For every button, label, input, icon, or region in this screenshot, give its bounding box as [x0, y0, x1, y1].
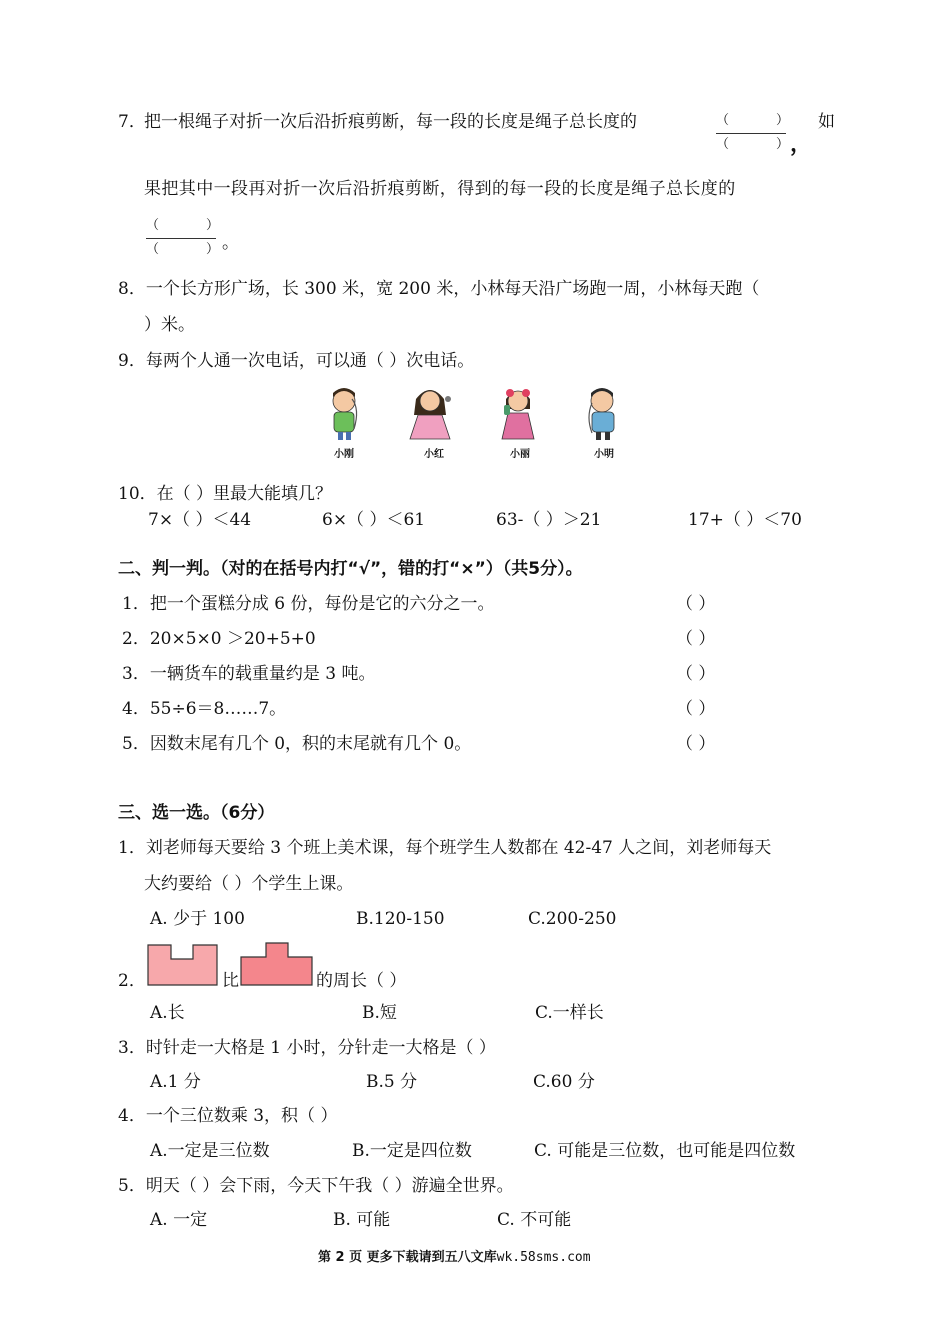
q7-line2: 果把其中一段再对折一次后沿折痕剪断，得到的每一段的长度是绳子总长度的: [144, 179, 736, 199]
q8-line1: 8．一个长方形广场，长 300 米，宽 200 米，小林每天沿广场跑一周，小林每天跑（: [118, 279, 760, 299]
choice1-option-a[interactable]: A. 少于 100: [150, 909, 245, 929]
choice2-option-b[interactable]: B.短: [362, 1003, 397, 1023]
q7-fraction-blank-1[interactable]: （ ） （ ）: [716, 113, 790, 152]
choice2-option-c[interactable]: C.一样长: [535, 1003, 604, 1023]
choice5-option-a[interactable]: A. 一定: [150, 1210, 208, 1230]
kid-name-xiaoli: 小丽: [510, 449, 530, 460]
q7-line1: 把一根绳子对折一次后沿折痕剪断，每一段的长度是绳子总长度的: [144, 112, 637, 132]
judge-answer-1[interactable]: （ ）: [676, 594, 716, 614]
judge-item-5: 5．因数末尾有几个 0，积的末尾就有几个 0。: [122, 734, 472, 754]
choice5-option-b[interactable]: B. 可能: [333, 1210, 391, 1230]
q7-period: 。: [222, 233, 239, 253]
page-footer: [318, 1247, 591, 1269]
boy-phone-illustration: [316, 385, 376, 465]
section3-title: 三、选一选。（6分）: [118, 803, 275, 823]
q9-text: 9．每两个人通一次电话，可以通（ ）次电话。: [118, 351, 475, 371]
q10-text: 10．在（ ）里最大能填几？: [118, 484, 333, 504]
judge-item-3: 3．一辆货车的载重量约是 3 吨。: [122, 664, 376, 684]
stepped-shape: [240, 942, 314, 986]
choice2-number: 2．: [118, 971, 146, 991]
choice4-option-c[interactable]: C. 可能是三位数，也可能是四位数: [534, 1141, 796, 1161]
choice1-line1: 1．刘老师每天要给 3 个班上美术课，每个班学生人数都在 42-47 人之间，刘老师每天: [118, 838, 772, 858]
choice1-option-c[interactable]: C.200-250: [528, 909, 617, 929]
judge-item-2: 2．20×5×0 ＞20+5+0: [122, 629, 316, 649]
judge-item-4: 4．55÷6＝8……7。: [122, 699, 287, 719]
q10-item-3: 63-（ ）＞21: [496, 510, 602, 530]
choice2-bi: 比: [222, 971, 239, 991]
choice4-text: 4．一个三位数乘 3，积（ ）: [118, 1106, 338, 1126]
choice5-option-c[interactable]: C. 不可能: [497, 1210, 572, 1230]
q7-number: 7．: [118, 112, 146, 132]
q10-item-1: 7×（ ）＜44: [148, 510, 252, 530]
judge-item-1: 1．把一个蛋糕分成 6 份，每份是它的六分之一。: [122, 594, 495, 614]
judge-answer-3[interactable]: （ ）: [676, 664, 716, 684]
q10-item-4: 17+（ ）＜70: [688, 510, 802, 530]
girl2-phone-illustration: [490, 385, 550, 465]
choice2-option-a[interactable]: A.长: [150, 1003, 185, 1023]
choice2-suffix: 的周长（ ）: [316, 971, 407, 991]
q10-item-2: 6×（ ）＜61: [322, 510, 426, 530]
choice5-text: 5．明天（ ）会下雨，今天下午我（ ）游遍全世界。: [118, 1176, 514, 1196]
kid-name-xiaogang: 小刚: [334, 449, 354, 460]
choice4-option-a[interactable]: A.一定是三位数: [150, 1141, 270, 1161]
boy2-phone-illustration: [574, 385, 634, 465]
q7-ru: 如: [818, 112, 835, 132]
judge-answer-5[interactable]: （ ）: [676, 734, 716, 754]
choice1-line2: 大约要给（ ）个学生上课。: [144, 874, 354, 894]
choice4-option-b[interactable]: B.一定是四位数: [352, 1141, 472, 1161]
choice1-option-b[interactable]: B.120-150: [356, 909, 445, 929]
kid-name-xiaohong: 小红: [424, 449, 444, 460]
choice3-option-b[interactable]: B.5 分: [366, 1072, 418, 1092]
choice3-text: 3．时针走一大格是 1 小时，分针走一大格是（ ）: [118, 1038, 496, 1058]
choice3-option-c[interactable]: C.60 分: [533, 1072, 595, 1092]
judge-answer-4[interactable]: （ ）: [676, 699, 716, 719]
judge-answer-2[interactable]: （ ）: [676, 629, 716, 649]
kid-name-xiaoming: 小明: [594, 449, 614, 460]
footer-url[interactable]: wk.58sms.com: [496, 1250, 591, 1265]
q7-fraction-blank-2[interactable]: （ ） （ ）: [146, 218, 220, 257]
footer-text: 第 2 页 更多下载请到五八文库: [318, 1250, 497, 1265]
q7-comma: ，: [790, 132, 813, 157]
girl-phone-illustration: [402, 385, 462, 465]
choice3-option-a[interactable]: A.1 分: [150, 1072, 201, 1092]
q8-line2: ）米。: [144, 315, 195, 335]
section2-title: 二、判一判。（对的在括号内打“√”，错的打“×”）（共5分）。: [118, 559, 583, 579]
notched-rectangle-shape: [147, 944, 219, 986]
